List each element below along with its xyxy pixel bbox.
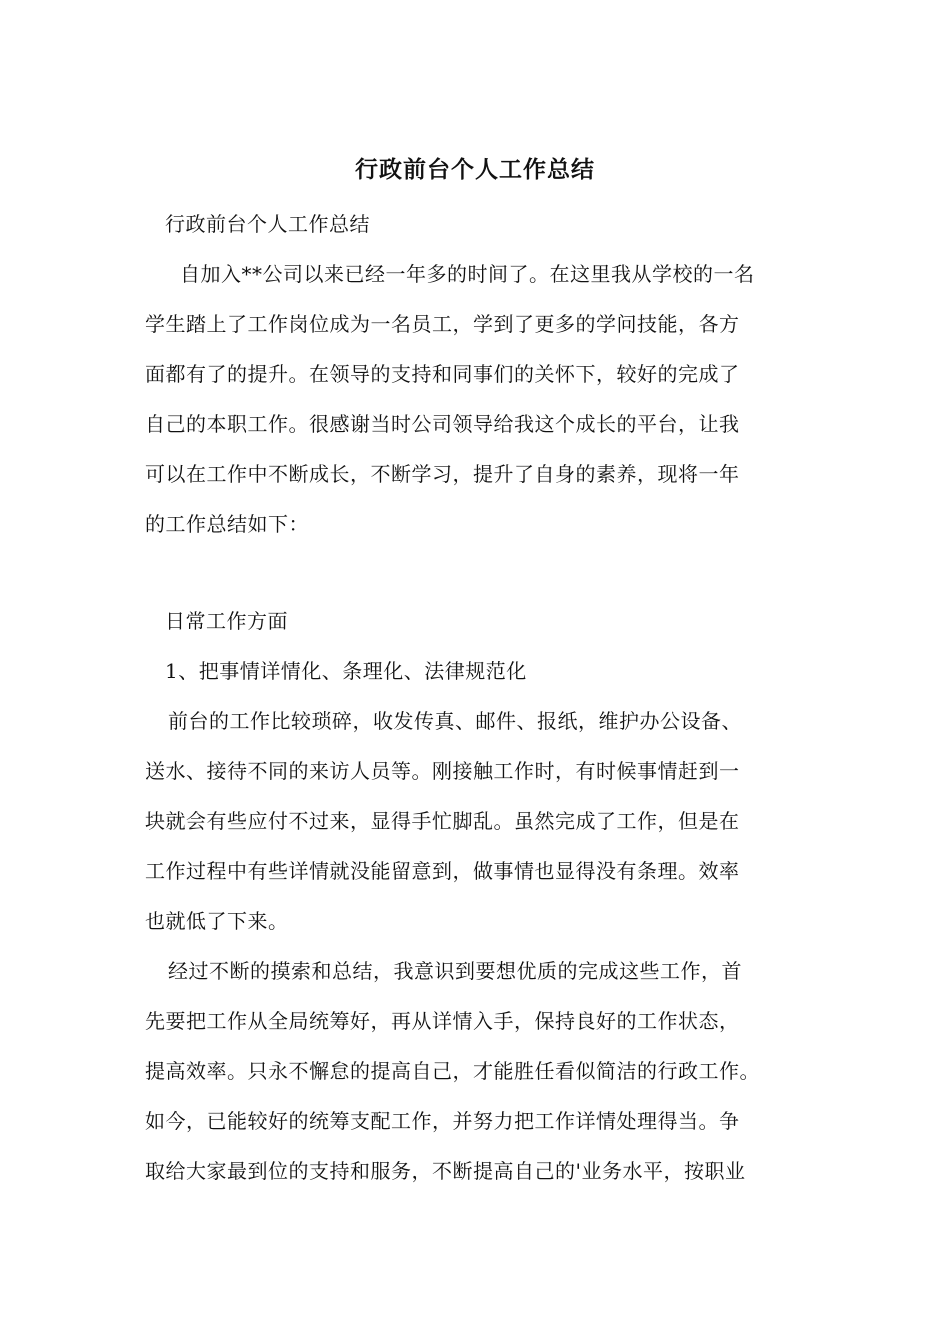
paragraph-line: 块就会有些应付不过来，显得手忙脚乱。虽然完成了工作，但是在 [145,809,740,833]
paragraph-line: 取给大家最到位的支持和服务，不断提高自己的'业务水平，按职业 [145,1159,746,1183]
paragraph-line: 自己的本职工作。很感谢当时公司领导给我这个成长的平台，让我 [145,412,740,436]
paragraph-line: 学生踏上了工作岗位成为一名员工，学到了更多的学问技能，各方 [145,312,740,336]
paragraph-line: 也就低了下来。 [145,909,289,933]
paragraph-line: 的工作总结如下： [145,512,309,536]
paragraph-line: 送水、接待不同的来访人员等。刚接触工作时，有时候事情赶到一 [145,759,740,783]
paragraph-line: 前台的工作比较琐碎，收发传真、邮件、报纸，维护办公设备、 [168,709,742,733]
paragraph-line: 工作过程中有些详情就没能留意到，做事情也显得没有条理。效率 [145,859,740,883]
paragraph-line: 提高效率。只永不懈怠的提高自己，才能胜任看似简洁的行政工作。 [145,1059,760,1083]
subsection-heading: 1、把事情详情化、条理化、法律规范化 [165,659,527,683]
section-heading: 日常工作方面 [165,609,288,633]
document-title: 行政前台个人工作总结 [355,156,595,183]
paragraph-line: 可以在工作中不断成长，不断学习，提升了自身的素养，现将一年 [145,462,740,486]
paragraph-line: 经过不断的摸索和总结，我意识到要想优质的完成这些工作，首 [168,959,742,983]
paragraph-line: 如今，已能较好的统筹支配工作，并努力把工作详情处理得当。争 [145,1109,740,1133]
paragraph-line: 面都有了的提升。在领导的支持和同事们的关怀下，较好的完成了 [145,362,740,386]
subtitle-line: 行政前台个人工作总结 [165,212,370,236]
paragraph-line: 自加入**公司以来已经一年多的时间了。在这里我从学校的一名 [180,262,755,286]
paragraph-line: 先要把工作从全局统筹好，再从详情入手，保持良好的工作状态， [145,1009,740,1033]
